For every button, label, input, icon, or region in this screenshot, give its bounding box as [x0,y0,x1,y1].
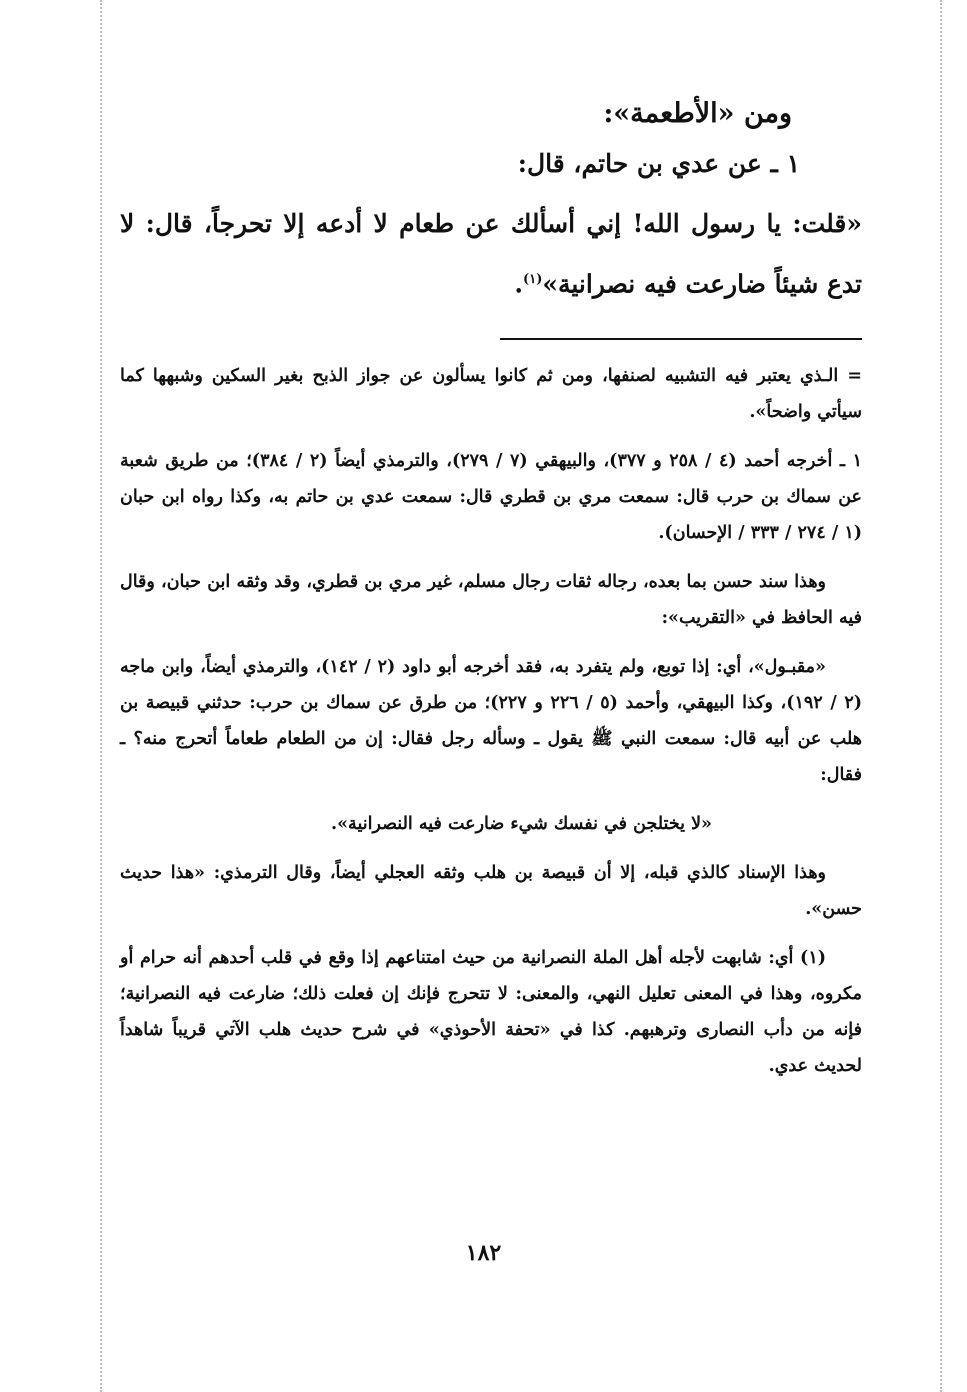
hadith-end: . [514,269,524,299]
footnote-isnad: وهذا الإسناد كالذي قبله، إلا أن قبيصة بن هلب وثقه العجلي أيضاً، وقال الترمذي: «هذا حديث حسن». [120,863,862,920]
footnote-maqbul: «مقبـول»، أي: إذا توبع، ولم يتفرد به، فقد أخرجه أبو داود (٢ / ١٤٢)، والترمذي أيضاً، وابن ماجه (٢ / ١٩٢)، وكذا البيهقي، وأحمد (٥ / ٢٢٦ و ٢٢٧)؛ من طرق عن سماك بن حرب: حدثني قبيصة بن هلب عن أبيه قال: سمعت النبي ﷺ يقول ـ وسأله رجل فقال: إن من الطعام طعاماً أتحرج منه؟ ـ فقال: [120,657,863,786]
footnote-continuation: = الـذي يعتبر فيه التشبيه لصنفها، ومن ثم كانوا يسألون عن جواز الذبح بغير السكين وشبهها كما سيأتي واضحاً». [120,366,862,423]
page-number: ١٨٢ [465,1240,502,1266]
hadith-number: ١ ـ عن عدي بن حاتم، قال: [517,149,800,178]
footnote-marker: (١) [523,272,543,287]
footnote-sanad: وهذا سند حسن بما بعده، رجاله ثقات رجال مسلم، غير مري بن قطري، وقد وثقه ابن حبان، وقال فيه الحافظ في «التقريب»: [120,572,862,629]
book-page [120,98,862,1097]
footnote-takhrij: ١ ـ أخرجه أحمد (٤ / ٢٥٨ و ٣٧٧)، والبيهقي (٧ / ٢٧٩)، والترمذي أيضاً (٢ / ٣٨٤)؛ من طريق شعبة عن سماك بن حرب قال: سمعت مري بن قطري قال: سمعت عدي بن حاتم به، وكذا رواه ابن حبان (١ / ٢٧٤ / ٣٣٣ / الإحسان). [120,451,863,544]
section-heading: ومن «الأطعمة»: [603,98,792,129]
footnote-1: (١) أي: شابهت لأجله أهل الملة النصرانية من حيث امتناعهم إذا وقع في قلب أحدهم أنه حرام أو مكروه، وهذا في المعنى تعليل النهي، والمعنى: لا تتحرج فإنك إن فعلت ذلك؛ ضارعت فيه النصرانية؛ فإنه من دأب النصارى وترهبهم. كذا في «تحفة الأحوذي» في شرح حديث هلب الآتي قريباً شاهداً لحديث عدي. [120,948,862,1077]
footnote-quote: «لا يختلجن في نفسك شيء ضارعت فيه النصرانية». [331,814,712,835]
left-edge-dots [100,0,102,1392]
right-edge-dots [940,0,942,1392]
hadith-body: «قلت: يا رسول الله! إني أسألك عن طعام لا أدعه إلا تحرجاً، قال: لا تدع شيئاً ضارعت فيه نصرانية» [120,209,862,299]
footnote-separator [500,338,862,340]
hadith-text [120,196,862,312]
